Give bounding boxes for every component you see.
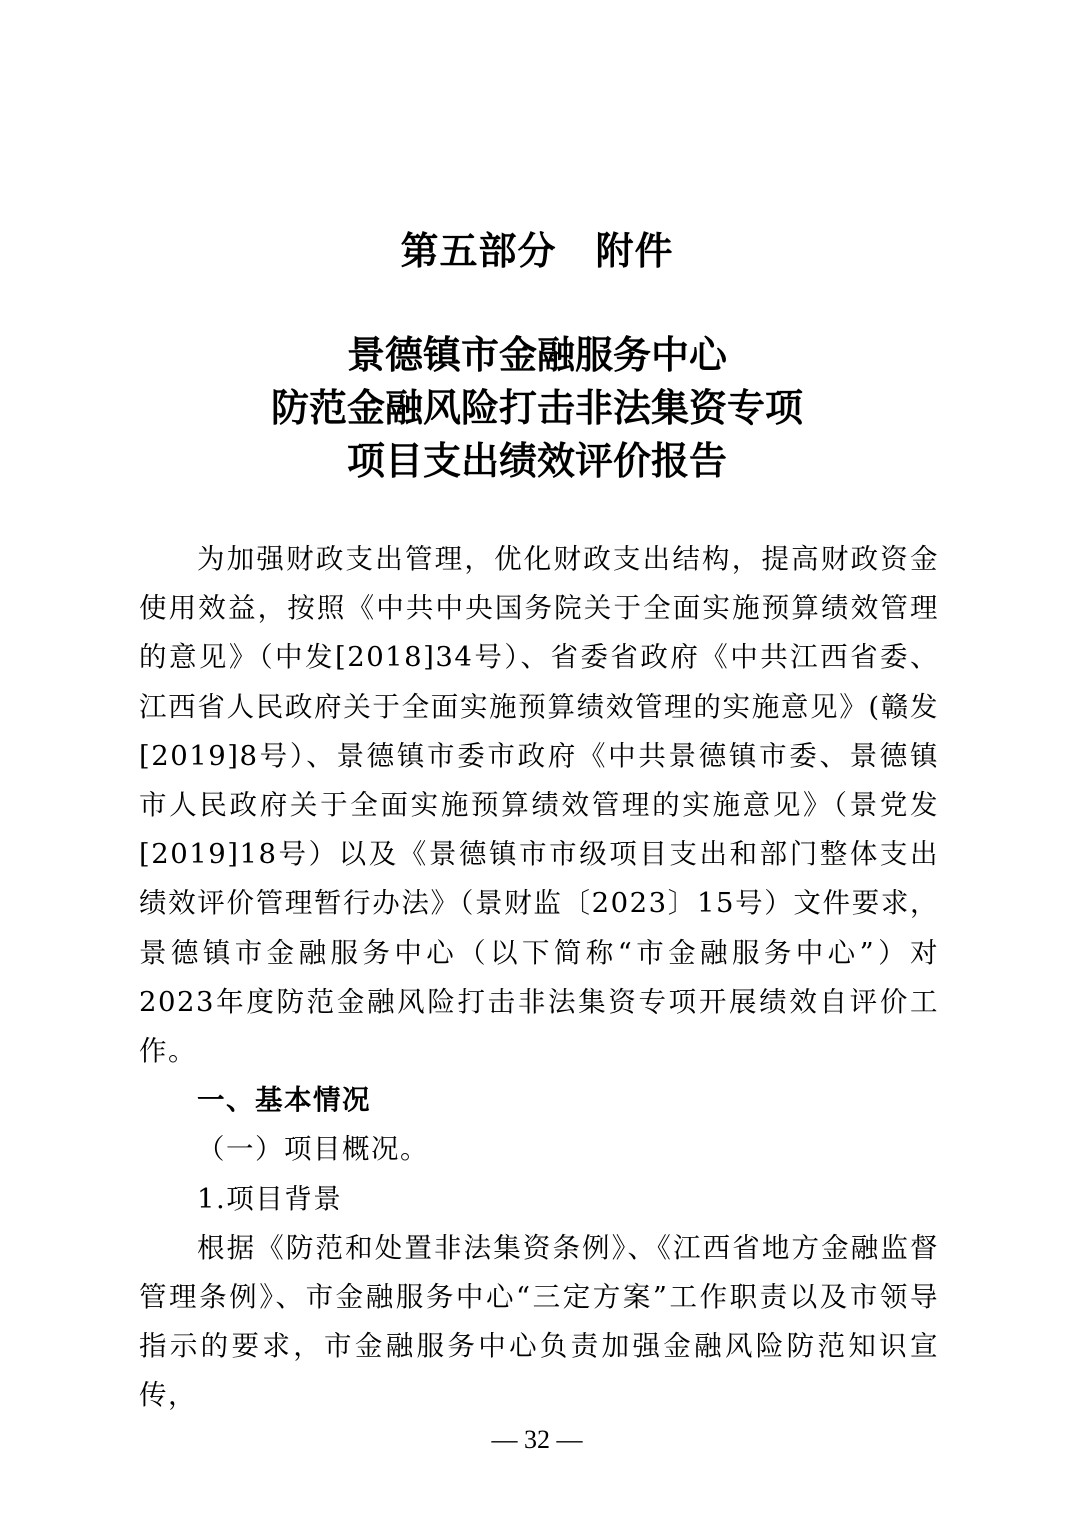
section-heading-basic-info: 一、基本情况: [197, 1084, 371, 1117]
report-title-line-1: 景德镇市金融服务中心: [346, 332, 727, 377]
body-text: [139, 535, 939, 1421]
report-title-line-2: 防范金融风险打击非法集资专项: [270, 385, 803, 430]
intro-paragraph: 为加强财政支出管理，优化财政支出结构，提高财政资金使用效益，按照《中共中央国务院关于全面实施预算绩效管理的意见》（中发[2018]34号）、省委省政府《中共江西省委、江西省人民政府关于全面实施预算绩效管理的实施意见》(赣发[2019]8号）、景德镇市委市政府《中共景德镇市委、景德镇市人民政府关于全面实施预算绩效管理的实施意见》（景党发[2019]18号）以及《景德镇市市级项目支出和部门整体支出绩效评价管理暂行办法》（景财监〔2023〕15号）文件要求，景德镇市金融服务中心（以下简称“市金融服务中心”）对2023年度防范金融风险打击非法集资专项开展绩效自评价工作。: [139, 543, 939, 1068]
background-paragraph: 根据《防范和处置非法集资条例》、《江西省地方金融监督管理条例》、市金融服务中心“三定方案”工作职责以及市领导指示的要求，市金融服务中心负责加强金融风险防范知识宣传，: [139, 1231, 939, 1412]
page-number: — 32 —: [491, 1425, 583, 1454]
item-heading-background: 1.项目背景: [197, 1182, 343, 1215]
report-title-line-3: 项目支出绩效评价报告: [346, 438, 727, 483]
part-title: 第五部分 附件: [400, 229, 674, 273]
report-title: [0, 328, 1074, 487]
subsection-heading-overview: （一）项目概况。: [197, 1133, 429, 1166]
